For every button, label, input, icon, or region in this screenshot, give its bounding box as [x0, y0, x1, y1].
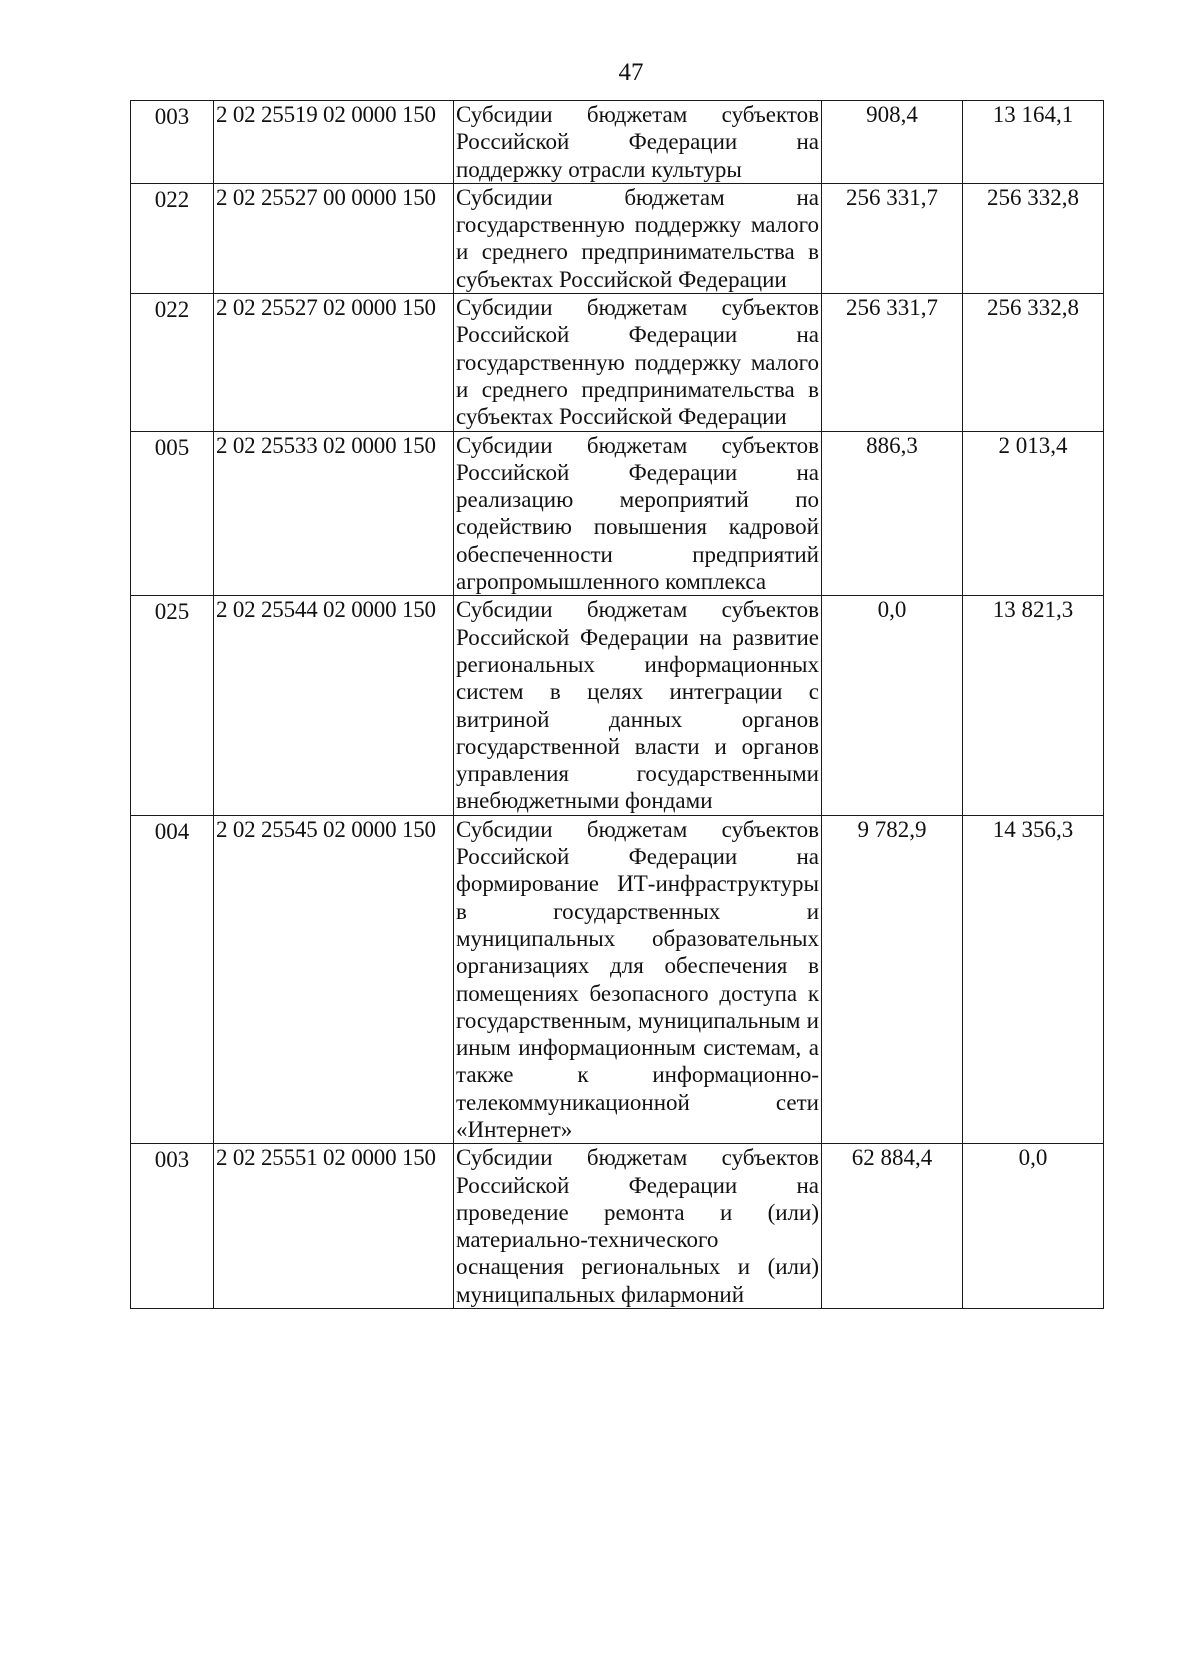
table-row — [131, 183, 1104, 293]
amount-1-cell: 62 884,4 — [822, 1144, 963, 1309]
admin-code-cell: 022 — [131, 183, 214, 293]
table-row — [131, 101, 1104, 184]
page-number: 47 — [618, 59, 644, 86]
table-row — [131, 294, 1104, 431]
description-cell: Субсидии бюджетам субъектов Российской Федерации на проведение ремонта и (или) материально-технического оснащения региональных и (или) муниципальных филармоний — [454, 1144, 822, 1309]
table-row — [131, 431, 1104, 596]
description-cell: Субсидии бюджетам субъектов Российской Федерации на развитие региональных информационных систем в целях интеграции с витриной данных органов государственной власти и органов управления государственными внебюджетными фондами — [454, 596, 822, 815]
amount-2-cell: 13 821,3 — [963, 596, 1104, 815]
description-cell: Субсидии бюджетам субъектов Российской Федерации на государственную поддержку малого и среднего предпринимательства в субъектах Российской Федерации — [454, 294, 822, 431]
classification-code-cell: 2 02 25544 02 0000 150 — [214, 596, 454, 815]
table-row — [131, 596, 1104, 815]
amount-1-cell: 0,0 — [822, 596, 963, 815]
admin-code-cell: 022 — [131, 294, 214, 431]
amount-1-cell: 908,4 — [822, 101, 963, 184]
amount-1-cell: 9 782,9 — [822, 815, 963, 1144]
amount-2-cell: 2 013,4 — [963, 431, 1104, 596]
amount-2-cell: 256 332,8 — [963, 183, 1104, 293]
table-row — [131, 815, 1104, 1144]
amount-1-cell: 256 331,7 — [822, 294, 963, 431]
description-cell: Субсидии бюджетам субъектов Российской Федерации на формирование ИТ-инфраструктуры в государственных и муниципальных образовательных организациях для обеспечения в помещениях безопасного доступа к государственным, муниципальным и иным информационным системам, а также к информационно-телекоммуникационной сети «Интернет» — [454, 815, 822, 1144]
classification-code-cell: 2 02 25519 02 0000 150 — [214, 101, 454, 184]
description-cell: Субсидии бюджетам на государственную поддержку малого и среднего предпринимательства в субъектах Российской Федерации — [454, 183, 822, 293]
classification-code-cell: 2 02 25533 02 0000 150 — [214, 431, 454, 596]
admin-code-cell: 003 — [131, 101, 214, 184]
admin-code-cell: 005 — [131, 431, 214, 596]
description-cell: Субсидии бюджетам субъектов Российской Федерации на реализацию мероприятий по содействию повышения кадровой обеспеченности предприятий агропромышленного комплекса — [454, 431, 822, 596]
amount-2-cell: 256 332,8 — [963, 294, 1104, 431]
budget-table — [130, 100, 1104, 1309]
amount-2-cell: 13 164,1 — [963, 101, 1104, 184]
classification-code-cell: 2 02 25545 02 0000 150 — [214, 815, 454, 1144]
admin-code-cell: 004 — [131, 815, 214, 1144]
amount-2-cell: 0,0 — [963, 1144, 1104, 1309]
description-cell: Субсидии бюджетам субъектов Российской Федерации на поддержку отрасли культуры — [454, 101, 822, 184]
admin-code-cell: 025 — [131, 596, 214, 815]
classification-code-cell: 2 02 25551 02 0000 150 — [214, 1144, 454, 1309]
amount-2-cell: 14 356,3 — [963, 815, 1104, 1144]
classification-code-cell: 2 02 25527 02 0000 150 — [214, 294, 454, 431]
table-row — [131, 1144, 1104, 1309]
admin-code-cell: 003 — [131, 1144, 214, 1309]
amount-1-cell: 256 331,7 — [822, 183, 963, 293]
amount-1-cell: 886,3 — [822, 431, 963, 596]
classification-code-cell: 2 02 25527 00 0000 150 — [214, 183, 454, 293]
